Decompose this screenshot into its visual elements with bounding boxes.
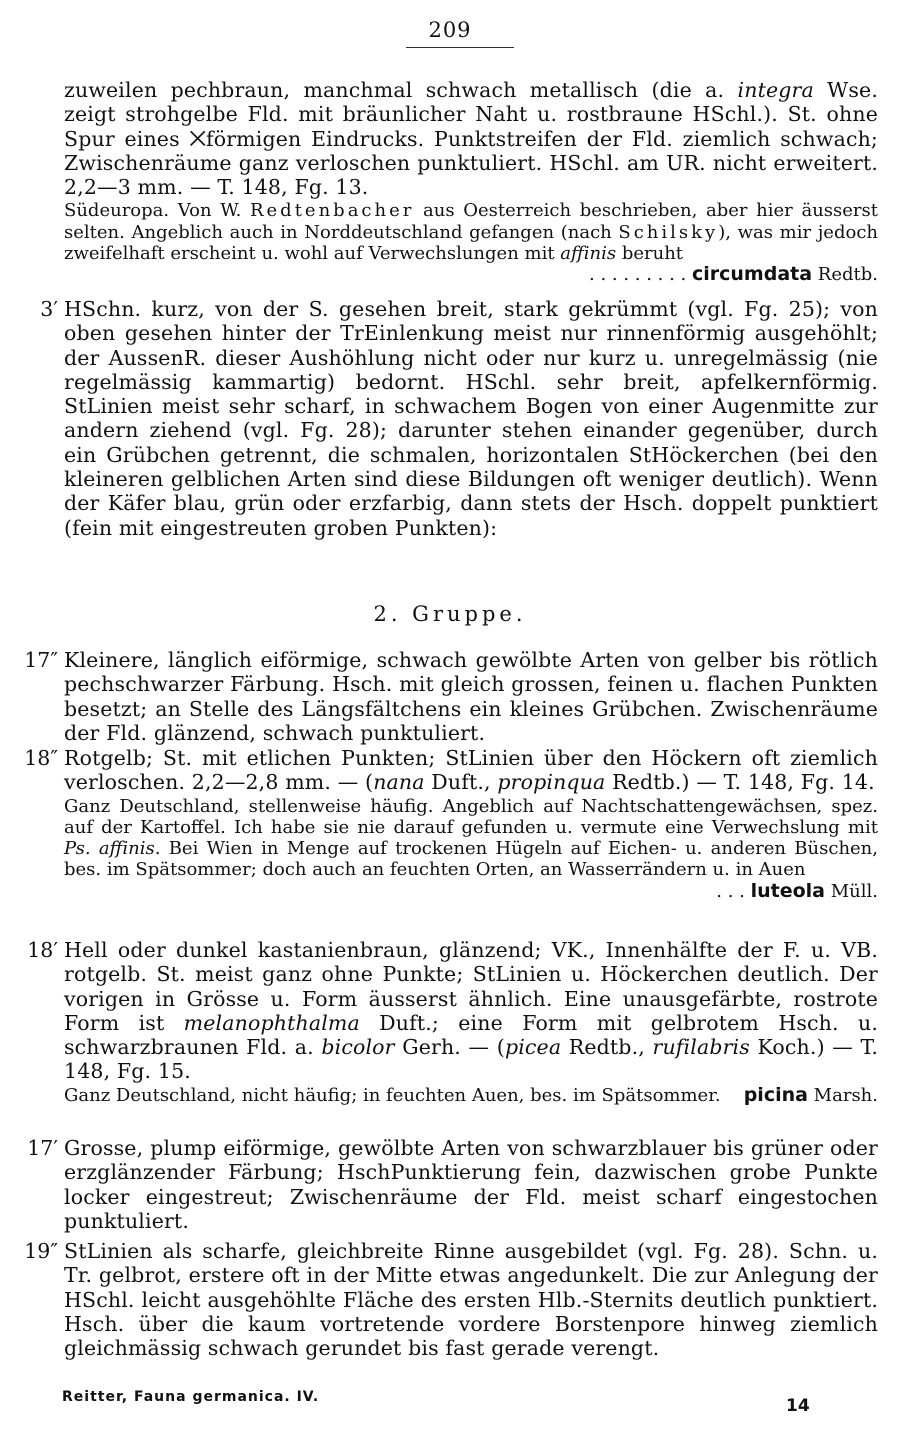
entry-text: HSchn. kurz, von der S. gesehen breit, stark gekrümmt (vgl. Fg. 25); von oben gesehen hinter der TrEinlenkung meist nur rinnenförmig ausgehöhlt; der AussenR. dieser Aushöhlung nicht oder nur kurz u. unregelmässig (nie regelmässig kammartig) bedornt. HSchl. sehr breit, apfelkernförmig. StLinien meist sehr scharf, in schwachem Bogen von einer Augenmitte zur andern ziehend (vgl. Fg. 28); darunter stehen einander gegenüber, durch ein Grübchen getrennt, die schmalen, horizontalen StHöckerchen (bei den kleineren gelblichen Arten sind diese Bildungen oft weniger deutlich). Wenn der Käfer blau, grün oder erzfarbig, dann stets der Hsch. doppelt punktiert (fein mit eingestreuten groben Punkten): bbox=[64, 297, 878, 540]
key-entry-17a bbox=[64, 648, 878, 745]
key-entry-17b bbox=[64, 1136, 878, 1233]
key-entry-19a bbox=[64, 1239, 878, 1360]
key-entry-continuation bbox=[64, 78, 878, 286]
entry-text: StLinien als scharfe, gleichbreite Rinne ausgebildet (vgl. Fg. 28). Schn. u. Tr. gelbrot, erstere oft in der Mitte etwas angedunkelt. Die zur Anlegung der HSchl. leicht ausgehöhlte Fläche des ersten Hlb.-Sternits deutlich punktiert. Hsch. über die kaum vortretende vordere Borstenpore hinweg ziemlich gleichmässig schwach gerundet bis fast gerade verengt. bbox=[64, 1239, 878, 1361]
signature-number: 14 bbox=[786, 1396, 810, 1416]
header-rule bbox=[406, 47, 514, 48]
entry-text: zuweilen pechbraun, manchmal schwach metallisch (die a. integra Wse. zeigt strohgelbe Fld. mit bräunlicher Naht u. rostbraune HSchl.). St. ohne Spur eines ⨉förmigen Eindrucks. Punktstreifen der Fld. ziemlich schwach; Zwischenräume ganz verloschen punktuliert. HSchl. am UR. nicht erweitert. 2,2—3 mm. — T. 148, Fg. 13. bbox=[64, 78, 878, 200]
distribution-note: Südeuropa. Von W. Redtenbacher aus Oesterreich beschrieben, aber hier äusserst selten. Angeblich auch in Norddeutschland gefangen (nach Schilsky), was mir jedoch zweifelhaft erscheint u. wohl auf Verwechslungen mit affinis beruht . . . . . . . . . circumdata Redtb. bbox=[64, 200, 878, 286]
couplet-marker: 17″ bbox=[24, 648, 58, 672]
couplet-marker: 18′ bbox=[27, 938, 58, 962]
entry-text: Grosse, plump eiförmige, gewölbte Arten von schwarzblauer bis grüner oder erzglänzender Färbung; HschPunktierung fein, dazwischen grobe Punkte locker eingestreut; Zwischenräume der Fld. meist scharf eingestochen punktuliert. bbox=[64, 1136, 878, 1233]
distribution-note: Ganz Deutschland, nicht häufig; in feuchten Auen, bes. im Spätsommer. picina Marsh. bbox=[64, 1083, 878, 1106]
entry-text: Kleinere, länglich eiförmige, schwach gewölbte Arten von gelber bis rötlich pechschwarzer Färbung. Hsch. mit gleich grossen, feinen u. flachen Punkten besetzt; an Stelle des Längsfältchens ein kleines Grübchen. Zwischenräume der Fld. glänzend, schwach punktuliert. bbox=[64, 648, 878, 745]
entry-text: Hell oder dunkel kastanienbraun, glänzend; VK., Innenhälfte der F. u. VB. rotgelb. St. meist ganz ohne Punkte; StLinien u. Höckerchen deutlich. Der vorigen in Grösse u. Form äusserst ähnlich. Eine unausgefärbte, rostrote Form ist melanophthalma Duft.; eine Form mit gelbrotem Hsch. u. schwarzbraunen Fld. a. bicolor Gerh. — (picea Redtb., rufilabris Koch.) — T. 148, Fg. 15. bbox=[64, 938, 878, 1084]
couplet-marker: 19″ bbox=[24, 1239, 58, 1263]
group-heading: 2. Gruppe. bbox=[373, 602, 527, 626]
key-entry-3prime bbox=[64, 297, 878, 540]
couplet-marker: 18″ bbox=[24, 746, 58, 770]
key-entry-18b bbox=[64, 938, 878, 1106]
distribution-note: Ganz Deutschland, stellenweise häufig. Angeblich auf Nachtschattengewächsen, spez. auf der Kartoffel. Ich habe sie nie darauf gefunden u. vermute eine Verwechslung mit Ps. affinis. Bei Wien in Menge auf trockenen Hügeln auf Eichen- u. anderen Büschen, bes. im Spätsommer; doch auch an feuchten Orten, an Wasserrändern u. in Auen . . . luteola Müll. bbox=[64, 795, 878, 902]
page-number: 209 bbox=[428, 18, 472, 42]
couplet-marker: 3′ bbox=[40, 297, 58, 321]
key-entry-18a bbox=[64, 746, 878, 902]
entry-text: Rotgelb; St. mit etlichen Punkten; StLinien über den Höckern oft ziemlich verloschen. 2,2—2,8 mm. — (nana Duft., propinqua Redtb.) — T. 148, Fg. 14. bbox=[64, 746, 878, 795]
footer-title: Reitter, Fauna germanica. IV. bbox=[62, 1389, 320, 1405]
couplet-marker: 17′ bbox=[27, 1136, 58, 1160]
